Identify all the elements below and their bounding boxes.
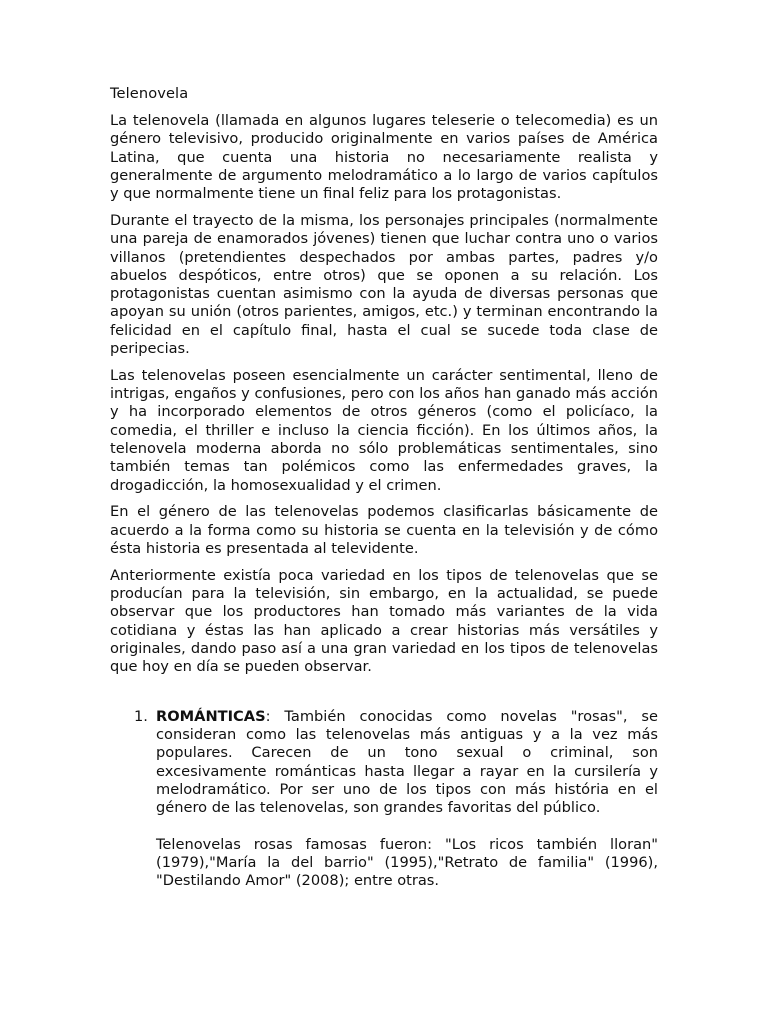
paragraph-intro: La telenovela (llamada en algunos lugares teleserie o telecomedia) es un género televisivo, producido originalmente en varios países de América Latina, que cuenta una historia no necesariamente realista y generalmente de argumento melodramático a lo largo de varios capítulos y que normalmente tiene un final feliz para los protagonistas. xyxy=(110,112,658,203)
document-title: Telenovela xyxy=(110,85,189,102)
paragraph-character: Las telenovelas poseen esencialmente un carácter sentimental, lleno de intrigas, engaños y confusiones, pero con los años han ganado más acción y ha incorporado elementos de otros géneros (como el policíaco, la comedia, el thriller e incluso la ciencia ficción). En los últimos años, la telenovela moderna aborda no sólo problemáticas sentimentales, sino también temas tan polémicos como las enfermedades graves, la drogadicción, la homosexualidad y el crimen. xyxy=(110,366,658,494)
paragraph-classification: En el género de las telenovelas podemos clasificarlas básicamente de acuerdo a la forma como su historia se cuenta en la televisión y de cómo ésta historia es presentada al televidente. xyxy=(110,503,658,558)
list-item-heading: ROMÁNTICAS xyxy=(156,707,266,725)
list-item-romanticas xyxy=(110,708,658,891)
list-item-examples: Telenovelas rosas famosas fueron: "Los ricos también lloran" (1979),"María la del barrio" (1995),"Retrato de familia" (1996), "Destilando Amor" (2008); entre otras. xyxy=(156,835,658,890)
paragraph-variety: Anteriormente existía poca variedad en los tipos de telenovelas que se producían para la televisión, sin embargo, en la actualidad, se puede observar que los productores han tomado más variantes de la vida cotidiana y éstas las han aplicado a crear historias más versátiles y originales, dando paso así a una gran variedad en los tipos de telenovelas que hoy en día se pueden observar. xyxy=(110,566,658,676)
paragraph-plot: Durante el trayecto de la misma, los personajes principales (normalmente una pareja de enamorados jóvenes) tienen que luchar contra uno o varios villanos (pretendientes despechados por ambas partes, padres y/o abuelos despóticos, entre otros) que se oponen a su relación. Los protagonistas cuentan asimismo con la ayuda de diversas personas que apoyan su unión (otros parientes, amigos, etc.) y terminan encontrando la felicidad en el capítulo final, hasta el cual se sucede toda clase de peripecias. xyxy=(110,211,658,358)
list-item-description xyxy=(156,708,658,818)
list-item-text: : También conocidas como novelas "rosas", se consideran como las telenovelas más antiguas y a la vez más populares. Carecen de un tono sexual o criminal, son excesivamente románticas hasta llegar a rayar en la cursilería y melodramático. Por ser uno de los tipos con más história en el género de las telenovelas, son grandes favoritas del público. xyxy=(156,707,658,817)
list-item-number: 1. xyxy=(134,707,148,725)
types-list xyxy=(110,708,658,891)
